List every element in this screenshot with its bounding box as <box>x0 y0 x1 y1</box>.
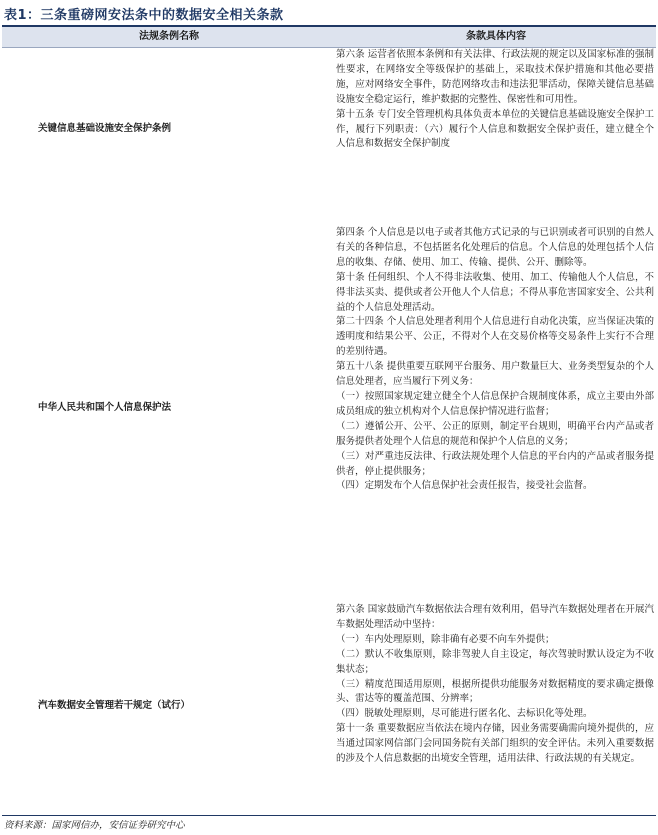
table-header <box>2 27 656 47</box>
clause: （四）脱敏处理原则，尽可能进行匿名化、去标识化等处理。 <box>336 708 593 720</box>
clause: （一）按照国家规定建立健全个人信息保护合规制度体系，成立主要由外部成员组成的独立机构对个人信息保护情况进行监督； <box>336 390 654 417</box>
content-pipl <box>336 226 654 494</box>
law-name-cii: 关键信息基础设施安全保护条例 <box>38 123 172 134</box>
clause: 第十五条 专门安全管理机构具体负责本单位的关键信息基础设施安全保护工作，履行下列职责：（六）履行个人信息和数据安全保护责任，建立健全个人信息和数据安全保护制度 <box>336 108 654 150</box>
content-cii <box>336 48 654 152</box>
clause: 第六条 国家鼓励汽车数据依法合理有效利用，倡导汽车数据处理者在开展汽车数据处理活动中坚持： <box>336 604 654 630</box>
table-bottom-rule <box>2 815 656 816</box>
clause: （三）精度范围适用原则，根据所提供功能服务对数据精度的要求确定摄像头、雷达等的覆盖范围、分辨率； <box>336 678 654 705</box>
clause: （三）对严重违反法律、行政法规处理个人信息的平台内的产品或者服务提供者，停止提供服务； <box>336 450 654 477</box>
clause: 第十条 任何组织、个人不得非法收集、使用、加工、传输他人个人信息，不得非法买卖、提供或者公开他人个人信息；不得从事危害国家安全、公共利益的个人信息处理活动。 <box>336 271 654 313</box>
clause: 第六条 运营者依照本条例和有关法律、行政法规的规定以及国家标准的强制性要求，在网络安全等级保护的基础上，采取技术保护措施和其他必要措施，应对网络安全事件，防范网络攻击和违法犯罪活动，保障关键信息基础设施安全稳定运行，维护数据的完整性、保密性和可用性。 <box>336 49 654 105</box>
content-auto-data <box>336 603 654 767</box>
table-title: 表1：三条重磅网安法条中的数据安全相关条款 <box>4 8 284 23</box>
clause: 第四条 个人信息是以电子或者其他方式记录的与已识别或者可识别的自然人有关的各种信息，不包括匿名化处理后的信息。个人信息的处理包括个人信息的收集、存储、使用、加工、传输、提供、公开、删除等。 <box>336 227 654 268</box>
header-law-name: 法规条例名称 <box>139 31 199 42</box>
header-content: 条款具体内容 <box>466 31 526 42</box>
law-name-pipl: 中华人民共和国个人信息保护法 <box>38 402 172 413</box>
source-note: 资料来源：国家网信办，安信证券研究中心 <box>4 820 185 831</box>
clause: 第十一条 重要数据应当依法在境内存储，因业务需要确需向境外提供的，应当通过国家网信部门会同国务院有关部门组织的安全评估。未列入重要数据的涉及个人信息数据的出境安全管理，适用法律、行政法规的有关规定。 <box>336 723 654 765</box>
clause: （一）车内处理原则，除非确有必要不向车外提供； <box>336 633 555 645</box>
clause: 第二十四条 个人信息处理者利用个人信息进行自动化决策，应当保证决策的透明度和结果公平、公正，不得对个人在交易价格等交易条件上实行不合理的差别待遇。 <box>336 316 654 358</box>
clause: （二）遵循公开、公平、公正的原则，制定平台规则，明确平台内产品或者服务提供者处理个人信息的规范和保护个人信息的义务； <box>336 420 654 447</box>
clause: （四）定期发布个人信息保护社会责任报告，接受社会监督。 <box>336 480 593 492</box>
clause: （二）默认不收集原则，除非驾驶人自主设定，每次驾驶时默认设定为不收集状态； <box>336 648 654 675</box>
clause: 第五十八条 提供重要互联网平台服务、用户数量巨大、业务类型复杂的个人信息处理者，应当履行下列义务： <box>336 361 654 388</box>
law-name-auto-data: 汽车数据安全管理若干规定（试行） <box>38 700 191 711</box>
